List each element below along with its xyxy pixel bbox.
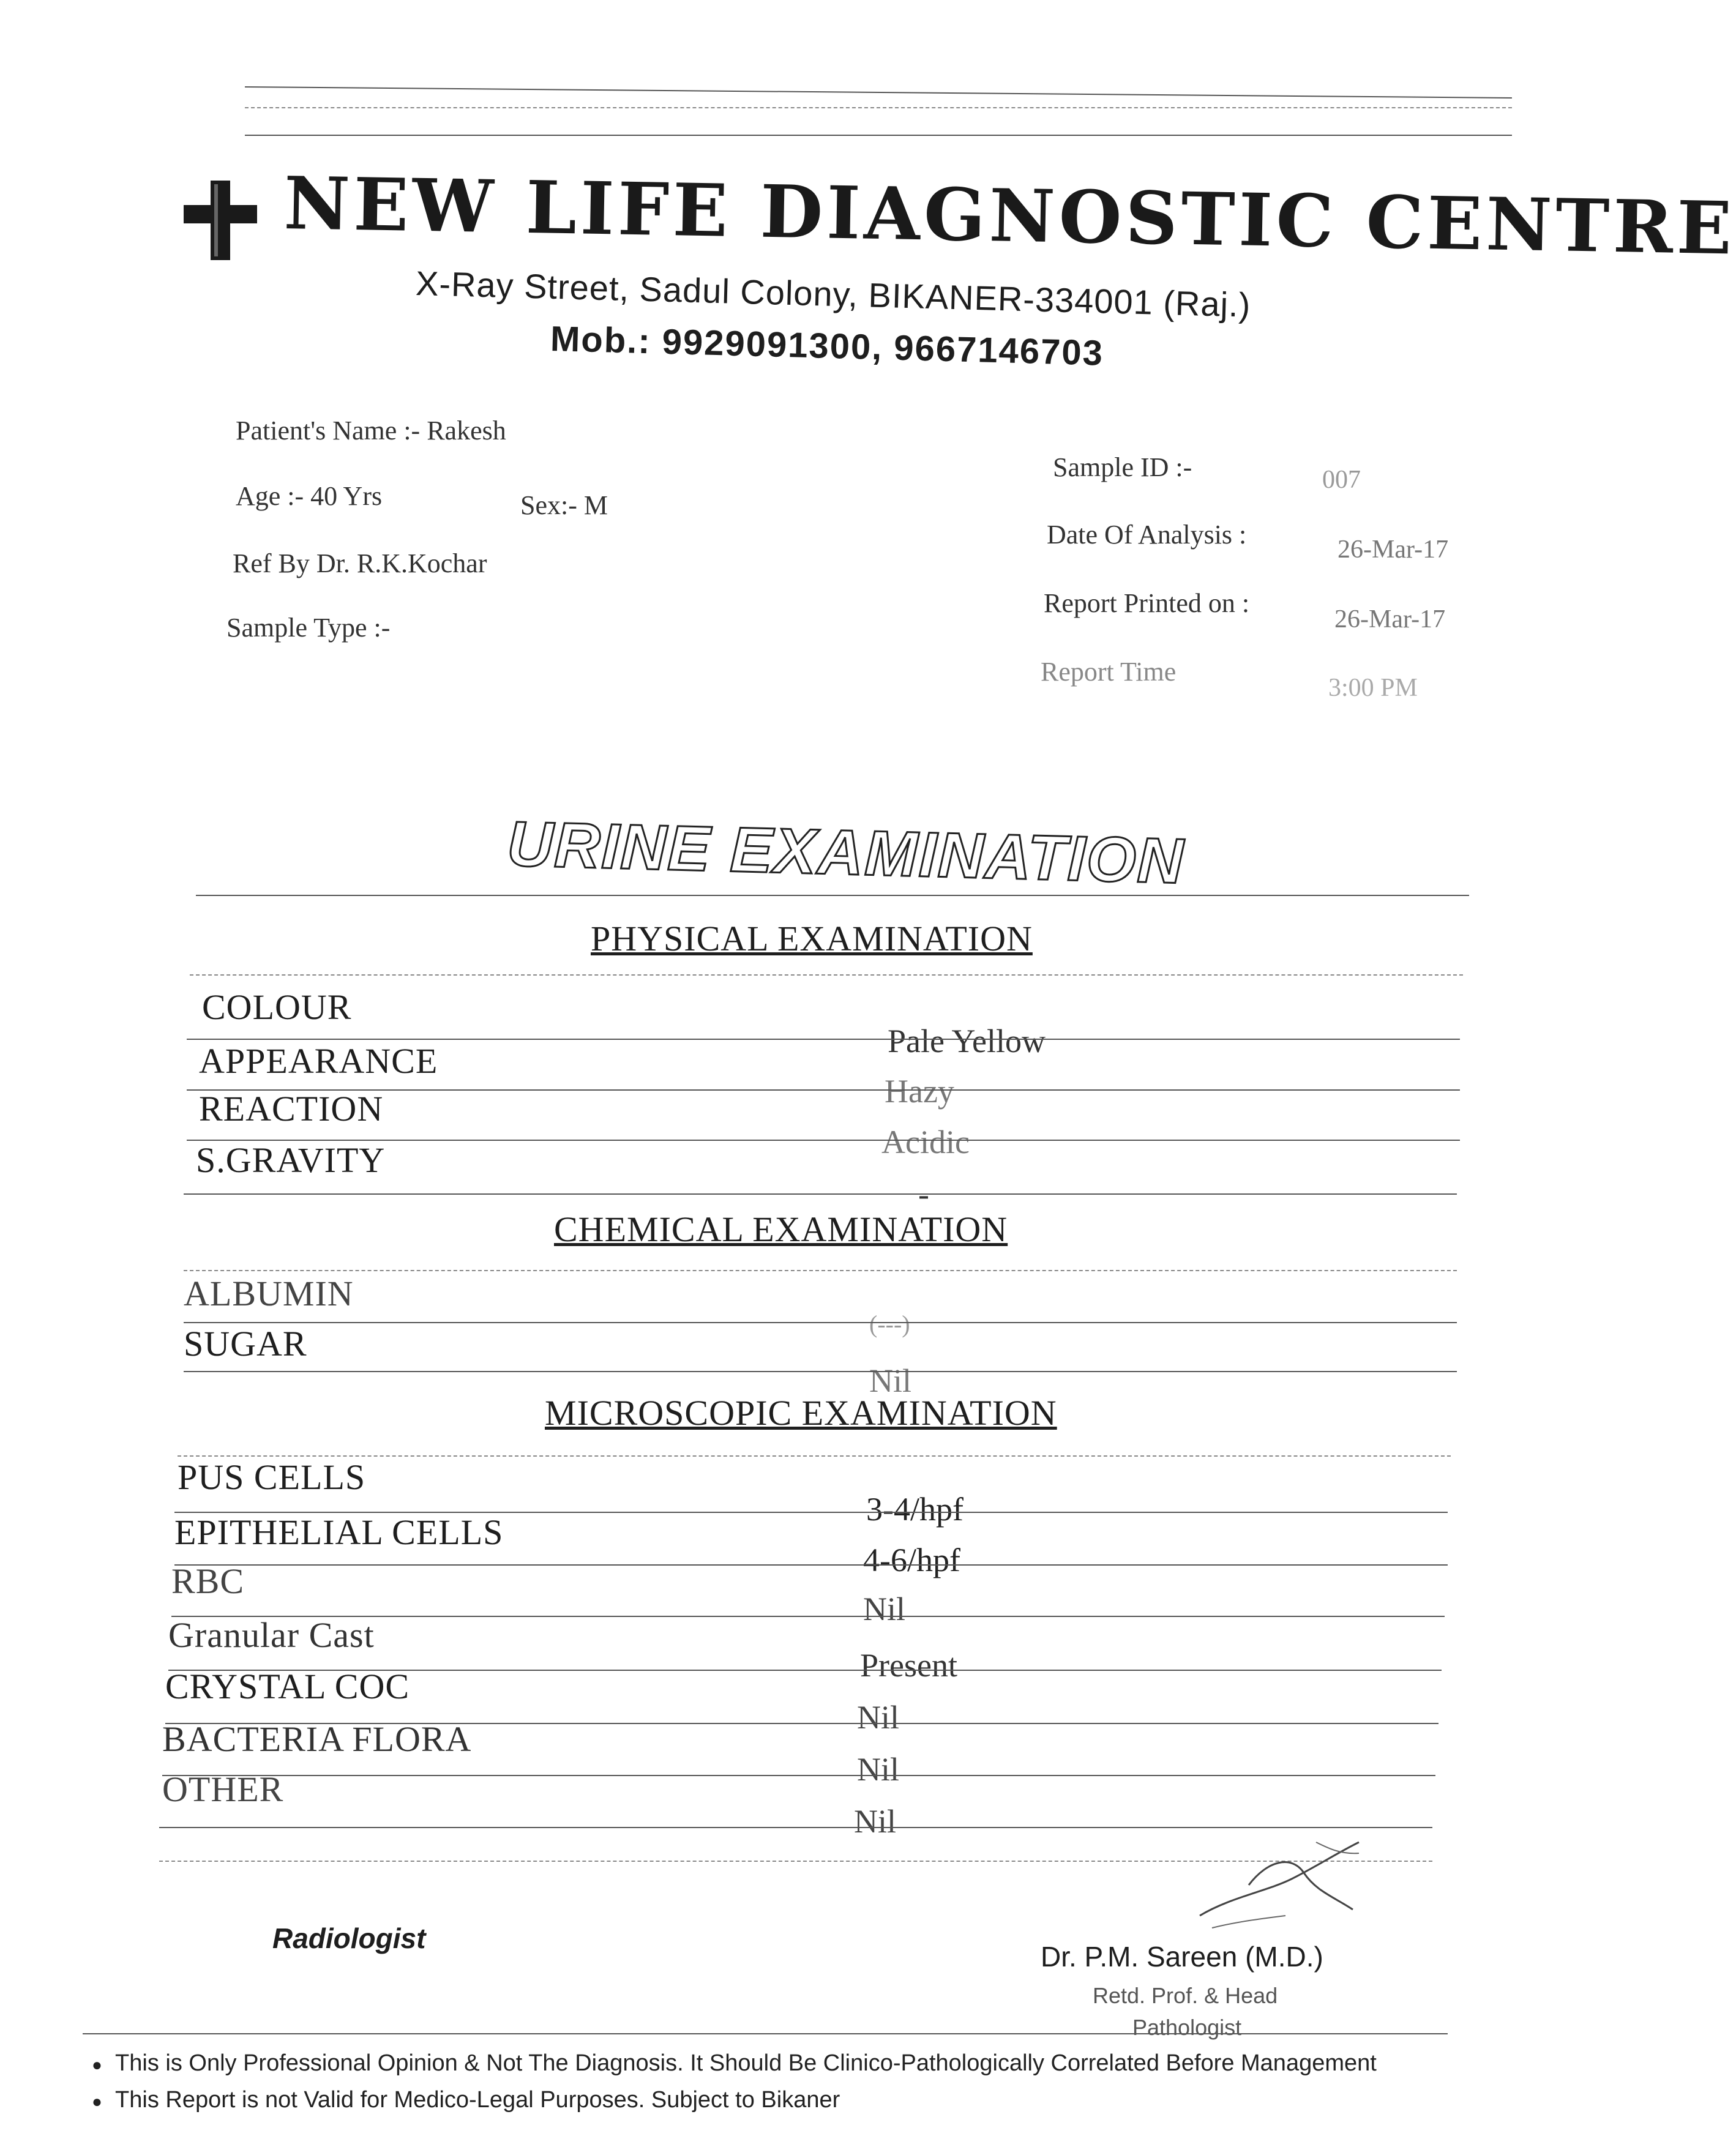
reaction-value: Acidic xyxy=(881,1124,970,1160)
bullet-icon: ● xyxy=(92,2092,102,2111)
rbc-value: Nil xyxy=(863,1591,906,1627)
albumin-value: (---) xyxy=(869,1310,910,1338)
bacteria-flora-label: BACTERIA FLORA xyxy=(162,1719,472,1759)
albumin-label: ALBUMIN xyxy=(184,1274,354,1313)
crystal-coc-label: CRYSTAL COC xyxy=(165,1667,410,1706)
footer-note-text: This is Only Professional Opinion & Not The Diagnosis. It Should Be Clinico-Pathologically Correlated Before Management xyxy=(115,2050,1377,2076)
doctor-name: Dr. P.M. Sareen (M.D.) xyxy=(1041,1941,1323,1973)
report-time-value: 3:00 PM xyxy=(1328,674,1418,702)
patient-age: Age :- 40 Yrs xyxy=(236,481,383,511)
analysis-date-label: Date Of Analysis : xyxy=(1047,520,1247,550)
row-rule xyxy=(187,1039,1460,1040)
patient-name: Patient's Name :- Rakesh xyxy=(236,416,506,446)
appearance-value: Hazy xyxy=(885,1073,954,1110)
signature-mark xyxy=(1175,1805,1377,1940)
report-printed-value: 26-Mar-17 xyxy=(1334,605,1446,633)
epithelial-cells-label: EPITHELIAL CELLS xyxy=(174,1512,504,1552)
granular-cast-label: Granular Cast xyxy=(168,1615,375,1655)
sample-type: Sample Type :- xyxy=(226,613,391,643)
colour-value: Pale Yellow xyxy=(888,1023,1046,1059)
sugar-label: SUGAR xyxy=(184,1324,307,1364)
top-rule-2 xyxy=(245,107,1512,108)
chemical-rule xyxy=(184,1270,1457,1271)
footer-note-1 xyxy=(92,2050,1377,2077)
bullet-icon: ● xyxy=(92,2055,102,2074)
chemical-section-heading: CHEMICAL EXAMINATION xyxy=(554,1209,1008,1249)
physical-section-heading: PHYSICAL EXAMINATION xyxy=(591,919,1033,958)
doctor-department: Pathologist xyxy=(1132,2015,1242,2040)
footer-rule xyxy=(83,2033,1448,2034)
doctor-title: Retd. Prof. & Head xyxy=(1093,1983,1278,2008)
report-title: URINE EXAMINATION xyxy=(506,808,1186,897)
centre-mobile: Mob.: 9929091300, 9667146703 xyxy=(550,318,1104,373)
row-rule xyxy=(162,1775,1435,1776)
gravity-value: - xyxy=(918,1176,929,1212)
footer-note-2 xyxy=(92,2087,840,2113)
reaction-label: REACTION xyxy=(199,1089,384,1129)
other-label: OTHER xyxy=(162,1769,284,1809)
pus-cells-label: PUS CELLS xyxy=(178,1457,366,1497)
microscopic-section-heading: MICROSCOPIC EXAMINATION xyxy=(545,1393,1057,1433)
radiologist-label: Radiologist xyxy=(272,1922,426,1954)
title-rule xyxy=(196,895,1469,896)
report-printed-label: Report Printed on : xyxy=(1044,588,1250,618)
top-rule-3 xyxy=(245,135,1512,136)
sample-id-label: Sample ID :- xyxy=(1053,452,1192,482)
sample-id-value: 007 xyxy=(1322,466,1361,494)
centre-name: NEW LIFE DIAGNOSTIC CENTRE xyxy=(283,160,1736,271)
pus-cells-value: 3-4/hpf xyxy=(866,1491,963,1528)
bacteria-flora-value: Nil xyxy=(857,1751,900,1788)
microscopic-rule xyxy=(178,1455,1451,1457)
row-rule xyxy=(184,1322,1457,1323)
epithelial-cells-value: 4-6/hpf xyxy=(863,1542,960,1578)
granular-cast-value: Present xyxy=(860,1647,957,1684)
sugar-value: Nil xyxy=(869,1362,912,1399)
report-time-label: Report Time xyxy=(1041,657,1177,687)
analysis-date-value: 26-Mar-17 xyxy=(1338,536,1449,564)
referring-doctor: Ref By Dr. R.K.Kochar xyxy=(233,548,487,578)
appearance-label: APPEARANCE xyxy=(199,1041,438,1081)
rbc-label: RBC xyxy=(171,1561,245,1601)
physical-rule xyxy=(190,974,1463,976)
colour-label: COLOUR xyxy=(202,987,352,1027)
row-rule xyxy=(174,1564,1448,1566)
other-value: Nil xyxy=(854,1803,897,1840)
row-rule xyxy=(184,1371,1457,1372)
gravity-label: S.GRAVITY xyxy=(196,1140,386,1180)
crystal-coc-value: Nil xyxy=(857,1699,900,1736)
patient-sex: Sex:- M xyxy=(520,490,608,520)
row-rule xyxy=(184,1193,1457,1195)
footer-note-text: This Report is not Valid for Medico-Legal Purposes. Subject to Bikaner xyxy=(115,2087,840,2113)
top-rule-1 xyxy=(245,86,1512,99)
centre-address: X-Ray Street, Sadul Colony, BIKANER-334001 (Raj.) xyxy=(415,263,1252,324)
medical-cross-icon xyxy=(184,181,257,260)
